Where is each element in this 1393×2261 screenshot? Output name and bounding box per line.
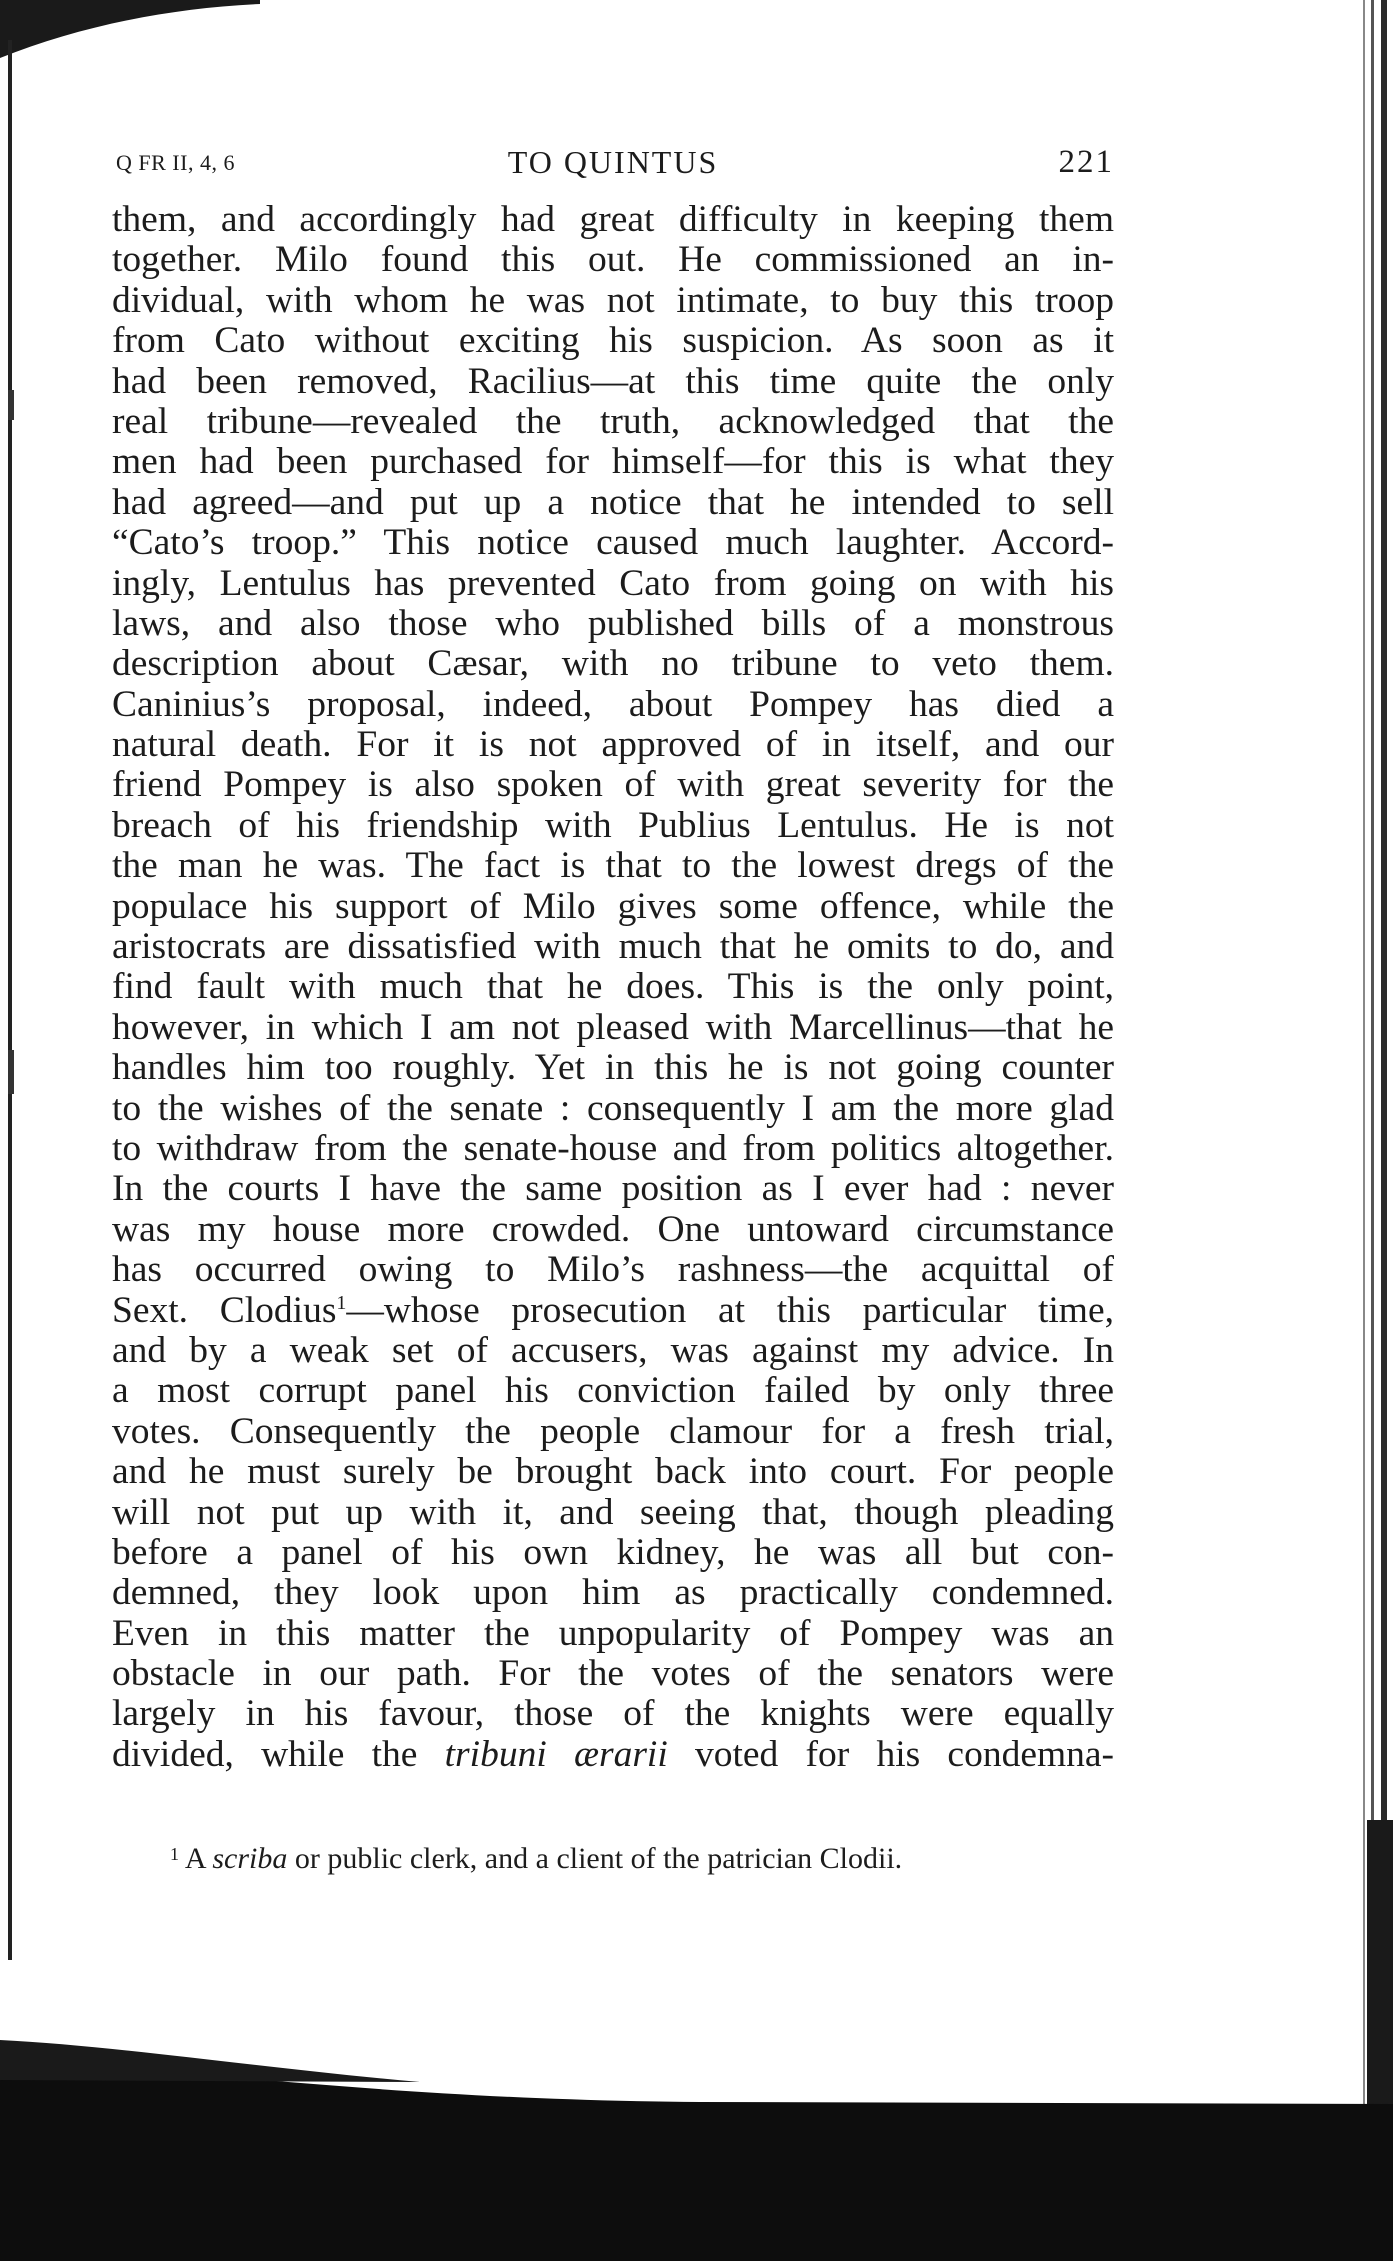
text-line: together. Milo found this out. He commissioned an in- <box>112 240 1114 281</box>
text-line: the man he was. The fact is that to the lowest dregs of the <box>112 846 1114 887</box>
text-line: and he must surely be brought back into court. For people <box>112 1452 1114 1493</box>
text-line: populace his support of Milo gives some offence, while the <box>112 886 1114 927</box>
page-number: 221 <box>1058 144 1114 180</box>
text-line: men had been purchased for himself—for this is what they <box>112 442 1114 483</box>
text-line: description about Cæsar, with no tribune to veto them. <box>112 644 1114 685</box>
page-left-edge-mark <box>8 390 14 420</box>
text-line-with-footnote-ref <box>112 1291 1114 1331</box>
chapter-reference: Q FR II, 4, 6 <box>116 150 235 175</box>
body-text <box>112 200 1114 1775</box>
text-line: handles him too roughly. Yet in this he is not going counter <box>112 1048 1114 1089</box>
text-segment: voted for his condemna- <box>694 1734 1114 1775</box>
text-line: natural death. For it is not approved of in itself, and our <box>112 725 1114 766</box>
footnote-italic-term: scriba <box>212 1842 288 1875</box>
text-line: real tribune—revealed the truth, acknowledged that the <box>112 401 1114 442</box>
text-line: laws, and also those who published bills of a monstrous <box>112 603 1114 644</box>
text-line: Even in this matter the unpopularity of Pompey was an <box>112 1613 1114 1654</box>
scan-shadow <box>0 2020 1393 2261</box>
text-segment: Sext. Clodius <box>112 1290 337 1331</box>
text-line: before a panel of his own kidney, he was all but con- <box>112 1532 1114 1573</box>
text-line: obstacle in our path. For the votes of the senators were <box>112 1654 1114 1695</box>
footnote <box>112 1842 1114 1876</box>
text-line: from Cato without exciting his suspicion. As soon as it <box>112 321 1114 362</box>
footnote-marker: 1 <box>170 1844 179 1864</box>
text-line: In the courts I have the same position as I ever had : never <box>112 1169 1114 1210</box>
text-line-final <box>112 1735 1114 1775</box>
text-line: aristocrats are dissatisfied with much that he omits to do, and <box>112 927 1114 968</box>
text-segment: —whose prosecution at this particular time, <box>346 1290 1114 1331</box>
text-line: had agreed—and put up a notice that he intended to sell <box>112 482 1114 523</box>
text-line: Caninius’s proposal, indeed, about Pompey has died a <box>112 684 1114 725</box>
text-line: to withdraw from the senate-house and from politics altogether. <box>112 1128 1114 1169</box>
text-line: them, and accordingly had great difficulty in keeping them <box>112 200 1114 240</box>
text-line: find fault with much that he does. This is the only point, <box>112 967 1114 1008</box>
text-line: a most corrupt panel his conviction failed by only three <box>112 1371 1114 1412</box>
page-right-edge <box>1353 0 1393 2261</box>
text-line: “Cato’s troop.” This notice caused much laughter. Accord- <box>112 523 1114 564</box>
text-segment: divided, while the <box>112 1734 418 1775</box>
footnote-ref: 1 <box>336 1291 347 1314</box>
text-line: largely in his favour, those of the knights were equally <box>112 1694 1114 1735</box>
book-page <box>112 140 1114 1775</box>
running-header <box>112 140 1114 200</box>
text-line: friend Pompey is also spoken of with great severity for the <box>112 765 1114 806</box>
page-left-edge <box>8 40 12 1960</box>
text-line: will not put up with it, and seeing that, though pleading <box>112 1492 1114 1533</box>
footnote-text: A <box>184 1842 205 1875</box>
text-line: has occurred owing to Milo’s rashness—the acquittal of <box>112 1250 1114 1291</box>
text-line: was my house more crowded. One untoward circumstance <box>112 1209 1114 1250</box>
text-line: votes. Consequently the people clamour for a fresh trial, <box>112 1411 1114 1452</box>
text-line: to the wishes of the senate : consequently I am the more glad <box>112 1088 1114 1129</box>
text-line: dividual, with whom he was not intimate, to buy this troop <box>112 280 1114 321</box>
text-line: demned, they look upon him as practically condemned. <box>112 1573 1114 1614</box>
page-curl-decoration <box>0 0 260 60</box>
text-line: ingly, Lentulus has prevented Cato from going on with his <box>112 563 1114 604</box>
text-line: breach of his friendship with Publius Lentulus. He is not <box>112 805 1114 846</box>
text-line: however, in which I am not pleased with Marcellinus—that he <box>112 1007 1114 1048</box>
footnote-text: or public clerk, and a client of the patrician Clodii. <box>294 1842 903 1875</box>
text-line: had been removed, Racilius—at this time quite the only <box>112 361 1114 402</box>
running-title: TO QUINTUS <box>507 144 719 180</box>
page-left-edge-mark <box>8 1050 14 1094</box>
italic-term: tribuni ærarii <box>444 1734 668 1775</box>
text-line: and by a weak set of accusers, was against my advice. In <box>112 1330 1114 1371</box>
